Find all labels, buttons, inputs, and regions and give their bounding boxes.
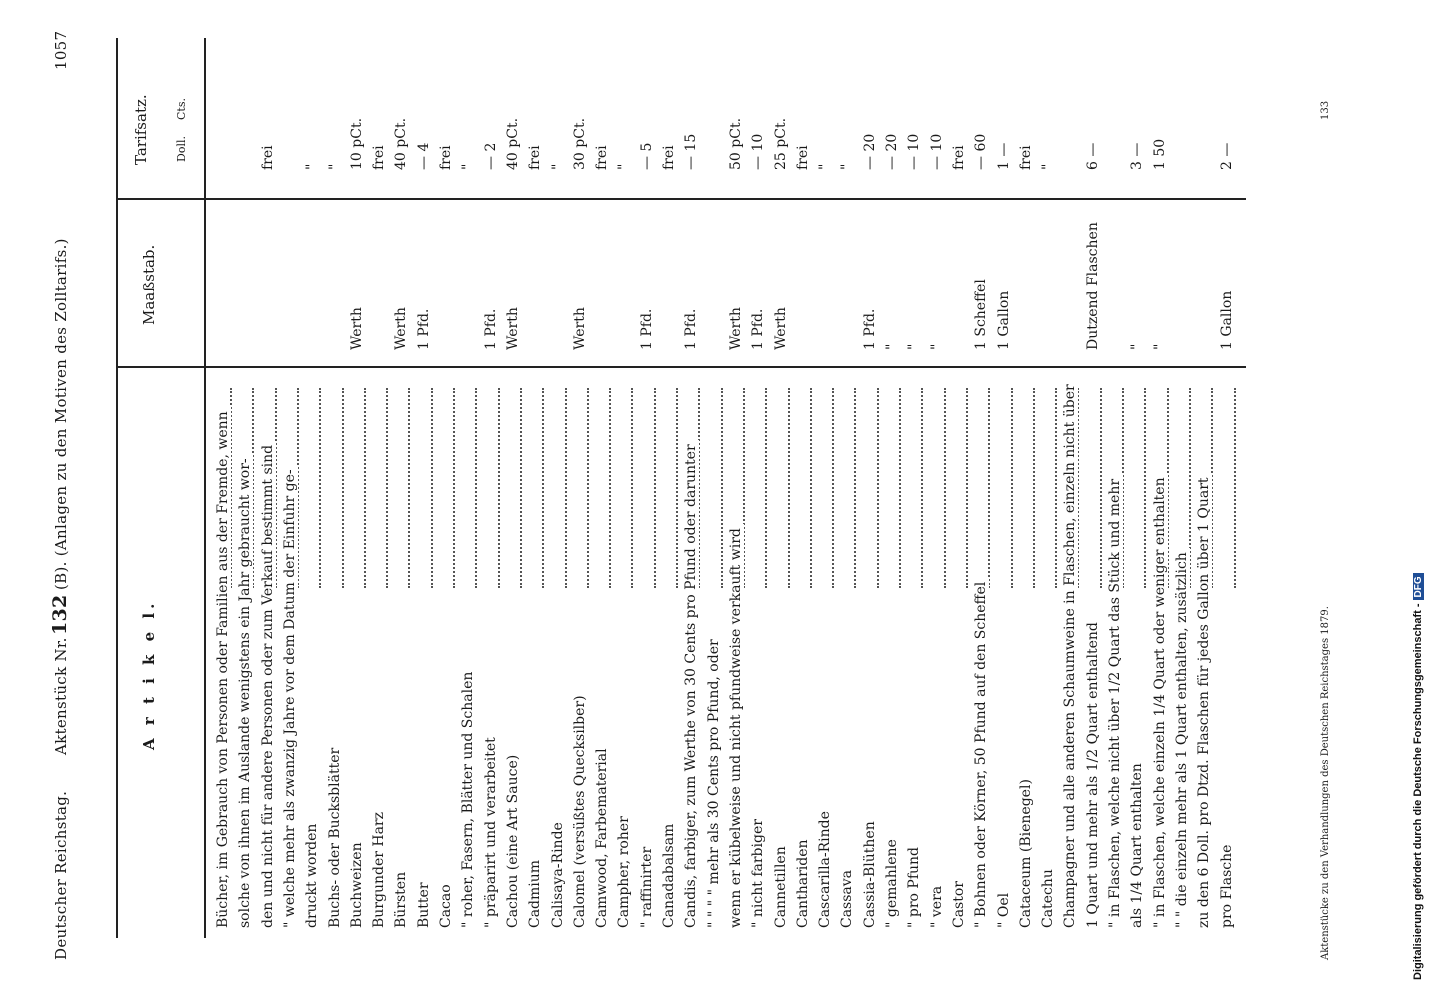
tarifsatz-cell: — 10: [928, 133, 945, 170]
table-row: [884, 0, 906, 1000]
artikel-cell: Camwood, Farbematerial: [594, 744, 610, 928]
table-row: [773, 0, 795, 1000]
table-row: [349, 0, 371, 1000]
tarifsatz-cell: 40 pCt.: [393, 117, 410, 170]
artikel-cell: Buchweizen: [349, 838, 365, 928]
tarifsatz-cell: ": [1040, 163, 1057, 170]
leader-dots: [832, 388, 834, 588]
artikel-cell: pro Flasche: [1219, 841, 1235, 928]
leader-dots: [944, 388, 946, 588]
artikel-cell: druckt worden: [304, 820, 320, 928]
header-rule: [204, 38, 206, 938]
table-row: [929, 0, 951, 1000]
leader-dots: [1033, 388, 1035, 588]
table-row: [1040, 0, 1062, 1000]
header-doll: Doll.: [175, 136, 188, 162]
table-row: [1219, 0, 1241, 1000]
leader-dots: [475, 388, 477, 588]
table-row: [550, 0, 572, 1000]
artikel-cell: Canthariden: [795, 836, 811, 929]
massstab-cell: Dutzend Flaschen: [1084, 222, 1101, 350]
tarifsatz-cell: 6 —: [1084, 142, 1101, 170]
artikel-cell: " präparirt und verarbeitet: [483, 733, 499, 928]
footer-source: Aktenstücke zu den Verhandlungen des Deutschen Reichstages 1879.: [1320, 606, 1331, 960]
tarifsatz-cell: — 2: [482, 142, 499, 170]
table-row: [572, 0, 594, 1000]
leader-dots: [788, 388, 790, 588]
massstab-cell: 1 Pfd.: [638, 308, 655, 350]
leader-dots: [988, 388, 990, 588]
table-row: [460, 0, 482, 1000]
leader-dots: [899, 388, 901, 588]
artikel-cell: " Oel: [996, 889, 1012, 928]
tarifsatz-cell: 30 pCt.: [571, 117, 588, 170]
leader-dots: [520, 388, 522, 588]
artikel-cell: Catechu: [1040, 865, 1056, 928]
tarifsatz-cell: frei: [259, 145, 276, 170]
artikel-cell: Cassava: [839, 866, 855, 928]
table-row: [839, 0, 861, 1000]
header-tarifsatz: Tarifsatz.: [132, 94, 150, 165]
tarifsatz-cell: 25 pCt.: [772, 117, 789, 170]
artikel-cell: Campher, roher: [616, 812, 632, 928]
table-row: [817, 0, 839, 1000]
artikel-cell: " " die einzeln mehr als 1 Quart enthalten, zusätzlich: [1174, 548, 1190, 928]
massstab-cell: Werth: [348, 307, 365, 350]
leader-dots: [498, 388, 500, 588]
tarifsatz-cell: 1 50: [1151, 138, 1168, 170]
tarifsatz-cell: ": [460, 163, 477, 170]
artikel-cell: Cannetillen: [773, 842, 789, 928]
table-row: [1196, 0, 1218, 1000]
table-row: [616, 0, 638, 1000]
leader-dots: [1144, 388, 1146, 588]
tarifsatz-cell: frei: [794, 145, 811, 170]
tarifsatz-cell: ": [616, 163, 633, 170]
table-row: [1107, 0, 1129, 1000]
table-row: [483, 0, 505, 1000]
artikel-cell: Butter: [416, 878, 432, 928]
massstab-cell: 1 Gallon: [1218, 290, 1235, 350]
table-row: [706, 0, 728, 1000]
dfg-funding-notice: [1412, 573, 1424, 980]
artikel-cell: den und nicht für andere Personen oder zum Verkauf bestimmt sind: [260, 441, 276, 928]
table-row: [416, 0, 438, 1000]
massstab-cell: 1 Pfd.: [683, 308, 700, 350]
table-row: [661, 0, 683, 1000]
leader-dots: [431, 388, 433, 588]
artikel-cell: Cacao: [438, 880, 454, 928]
table-row: [1174, 0, 1196, 1000]
artikel-cell: Calomel (versüßtes Quecksilber): [572, 691, 588, 928]
massstab-cell: 1 Pfd.: [861, 308, 878, 350]
artikel-cell: " in Flaschen, welche nicht über 1/2 Quart das Stück und mehr: [1107, 475, 1123, 928]
artikel-cell: solche von ihnen im Auslande wenigstens ein Jahr gebraucht wor-: [237, 454, 253, 928]
leader-dots: [676, 388, 678, 588]
leader-dots: [921, 388, 923, 588]
tarifsatz-cell: — 60: [973, 133, 990, 170]
tarifsatz-cell: — 20: [884, 133, 900, 170]
artikel-cell: " raffinirter: [639, 843, 655, 928]
table-row: [1152, 0, 1174, 1000]
table-row: [1062, 0, 1084, 1000]
tarifsatz-cell: frei: [371, 145, 388, 170]
artikel-cell: " Bohnen oder Körner, 50 Pfund auf den Scheffel: [973, 578, 989, 928]
leader-dots: [966, 388, 968, 588]
artikel-cell: 1 Quart und mehr als 1/2 Quart enthaltend: [1085, 618, 1101, 928]
artikel-cell: Calisaya-Rinde: [550, 818, 566, 928]
table-row: [438, 0, 460, 1000]
table-row: [282, 0, 304, 1000]
artikel-cell: Cataceum (Bienegel): [1018, 775, 1034, 928]
massstab-cell: ": [1129, 343, 1146, 350]
artikel-cell: als 1/4 Quart enthalten: [1129, 759, 1145, 928]
massstab-cell: 1 Pfd.: [415, 308, 432, 350]
table-row: [996, 0, 1018, 1000]
dfg-notice-text: Digitalisierung gefördert durch die Deutsche Forschungsgemeinschaft -: [1412, 603, 1424, 980]
leader-dots: [542, 388, 544, 588]
tarifsatz-cell: 10 pCt.: [348, 117, 365, 170]
leader-dots: [386, 388, 388, 588]
massstab-cell: Werth: [393, 307, 410, 350]
artikel-cell: " welche mehr als zwanzig Jahre vor dem Datum der Einfuhr ge-: [282, 465, 298, 928]
table-row: [728, 0, 750, 1000]
table-row: [906, 0, 928, 1000]
artikel-cell: Champagner und alle anderen Schaumweine in Flaschen, einzeln nicht über: [1062, 380, 1078, 928]
massstab-cell: 1 Pfd.: [750, 308, 767, 350]
table-row: [973, 0, 995, 1000]
leader-dots: [609, 388, 611, 588]
tarifsatz-cell: — 15: [683, 133, 700, 170]
dfg-logo: DFG: [1413, 573, 1424, 600]
artikel-cell: Bücher, im Gebrauch von Personen oder Familien aus der Fremde, wenn: [215, 407, 231, 928]
leader-dots: [342, 388, 344, 588]
massstab-cell: 1 Gallon: [995, 290, 1012, 350]
leader-dots: [721, 388, 723, 588]
artikel-cell: Cachou (eine Art Sauce): [505, 751, 521, 928]
artikel-cell: Cadmium: [527, 856, 543, 928]
tarifsatz-cell: frei: [438, 145, 454, 170]
artikel-cell: Burgunder Harz: [371, 808, 387, 928]
leader-dots: [1011, 388, 1013, 588]
table-row: [1129, 0, 1151, 1000]
table-row: [260, 0, 282, 1000]
artikel-cell: " pro Pfund: [906, 843, 922, 928]
table-row: [393, 0, 415, 1000]
running-head-number: 132: [49, 594, 71, 635]
leader-dots: [810, 388, 812, 588]
artikel-cell: wenn er kübelweise und nicht pfundweise verkauft wird: [728, 524, 744, 928]
tarifsatz-cell: — 10: [906, 133, 923, 170]
artikel-cell: Castor: [951, 877, 967, 928]
table-row: [683, 0, 705, 1000]
leader-dots: [587, 388, 589, 588]
tarifsatz-cell: frei: [661, 145, 677, 170]
artikel-cell: Canadabalsam: [661, 820, 677, 928]
artikel-cell: " " " " mehr als 30 Cents pro Pfund, oder: [706, 635, 722, 928]
tarifsatz-cell: — 5: [638, 142, 655, 170]
tarifsatz-cell: — 4: [415, 142, 432, 170]
tarifsatz-cell: — 20: [861, 133, 878, 170]
table-row: [371, 0, 393, 1000]
table-top-rule: [116, 38, 118, 938]
artikel-cell: Candis, farbiger, zum Werthe von 30 Cents pro Pfund oder darunter: [683, 440, 699, 928]
page-number: 1057: [52, 30, 70, 70]
running-head-left: Deutscher Reichstag.: [52, 790, 70, 960]
artikel-cell: Buchs- oder Bucksblätter: [327, 744, 343, 928]
massstab-cell: ": [928, 343, 945, 350]
artikel-cell: " roher, Fasern, Blätter und Schalen: [460, 668, 476, 928]
artikel-cell: " in Flaschen, welche einzeln 1/4 Quart oder weniger enthalten: [1152, 473, 1168, 928]
table-row: [215, 0, 237, 1000]
artikel-cell: " vera: [929, 882, 945, 928]
leader-dots: [765, 388, 767, 588]
tarifsatz-cell: frei: [594, 145, 611, 170]
artikel-cell: Cascarilla-Rinde: [817, 807, 833, 928]
massstab-cell: 1 Pfd.: [482, 308, 499, 350]
table-row: [327, 0, 349, 1000]
massstab-cell: Werth: [727, 307, 744, 350]
artikel-cell: " nicht farbiger: [750, 815, 766, 928]
table-row: [1085, 0, 1107, 1000]
artikel-cell: " gemahlene: [884, 835, 900, 928]
table-row: [237, 0, 259, 1000]
running-head-prefix: Aktenstück Nr.: [52, 637, 70, 755]
leader-dots: [364, 388, 366, 588]
table-row: [639, 0, 661, 1000]
tarifsatz-cell: frei: [1017, 145, 1034, 170]
table-row: [594, 0, 616, 1000]
leader-dots: [631, 388, 633, 588]
tarifsatz-cell: ": [839, 163, 856, 170]
tarifsatz-cell: ": [326, 163, 343, 170]
tarifsatz-cell: 3 —: [1129, 142, 1146, 170]
footer-sheet-number: 133: [1320, 100, 1331, 120]
table-row: [795, 0, 817, 1000]
leader-dots: [1055, 388, 1057, 588]
tarifsatz-cell: ": [304, 163, 321, 170]
table-row: [304, 0, 326, 1000]
tarifsatz-cell: 50 pCt.: [727, 117, 744, 170]
tarifsatz-cell: 2 —: [1218, 142, 1235, 170]
leader-dots: [565, 388, 567, 588]
leader-dots: [654, 388, 656, 588]
massstab-cell: Werth: [772, 307, 789, 350]
massstab-cell: Werth: [571, 307, 588, 350]
tarifsatz-cell: 1 —: [995, 142, 1012, 170]
tarifsatz-cell: 40 pCt.: [504, 117, 521, 170]
massstab-cell: ": [884, 343, 900, 350]
header-massstab: Maaßstab.: [140, 244, 158, 325]
massstab-cell: ": [906, 343, 923, 350]
table-row: [505, 0, 527, 1000]
leader-dots: [877, 388, 879, 588]
tarifsatz-cell: frei: [950, 145, 967, 170]
artikel-cell: Cassia-Blüthen: [862, 817, 878, 928]
table-row: [750, 0, 772, 1000]
tarifsatz-cell: — 10: [750, 133, 767, 170]
tarifsatz-cell: ": [817, 163, 834, 170]
massstab-cell: Werth: [504, 307, 521, 350]
leader-dots: [1234, 388, 1236, 588]
table-row: [862, 0, 884, 1000]
massstab-cell: 1 Scheffel: [973, 279, 990, 350]
leader-dots: [854, 388, 856, 588]
leader-dots: [453, 388, 455, 588]
leader-dots: [408, 388, 410, 588]
leader-dots: [1100, 388, 1102, 588]
header-cts: Cts.: [175, 98, 188, 120]
table-row: [951, 0, 973, 1000]
tarifsatz-cell: ": [549, 163, 566, 170]
artikel-cell: Bürsten: [393, 868, 409, 928]
table-row: [527, 0, 549, 1000]
running-head-suffix: (B). (Anlagen zu den Motiven des Zolltarifs.): [52, 238, 70, 590]
tarifsatz-cell: frei: [527, 145, 544, 170]
leader-dots: [319, 388, 321, 588]
table-row: [1018, 0, 1040, 1000]
artikel-cell: zu den 6 Doll. pro Dtzd. Flaschen für jedes Gallon über 1 Quart: [1196, 473, 1212, 928]
header-artikel: A r t i k e l.: [140, 599, 158, 750]
massstab-cell: ": [1151, 343, 1168, 350]
